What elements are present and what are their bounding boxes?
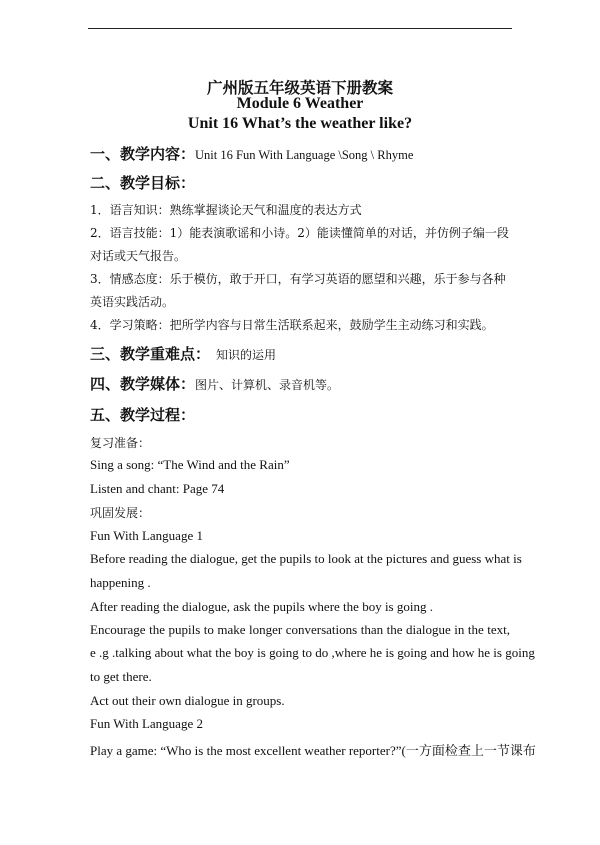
- process-line: Play a game: “Who is the most excellent weather reporter?”(一方面检查上一节课布: [90, 743, 536, 758]
- process-line: Encourage the pupils to make longer conversations than the dialogue in the text,: [90, 622, 510, 637]
- process-line: Fun With Language 1: [90, 528, 203, 543]
- section-process-heading: 五、教学过程：: [90, 406, 196, 424]
- goal-1: 1．语言知识：熟练掌握谈论天气和温度的表达方式: [90, 203, 362, 217]
- document-title: 广州版五年级英语下册教案: [206, 78, 393, 97]
- section-key-heading: 三、教学重难点：: [90, 345, 211, 363]
- process-consolidate-label: 巩固发展：: [90, 506, 151, 520]
- process-review-label: 复习准备：: [90, 436, 151, 450]
- process-line: Listen and chant: Page 74: [90, 481, 225, 496]
- section-goals-heading: 二、教学目标：: [90, 174, 196, 192]
- process-line: Before reading the dialogue, get the pupils to look at the pictures and guess what is: [90, 551, 522, 566]
- section-content-heading: 一、教学内容：: [90, 145, 196, 163]
- section-key-points: [90, 343, 276, 364]
- section-media: [90, 373, 339, 394]
- section-media-text: 图片、计算机、录音机等。: [195, 378, 340, 392]
- process-line: Fun With Language 2: [90, 716, 203, 731]
- process-line: Sing a song: “The Wind and the Rain”: [90, 457, 290, 472]
- process-line: to get there.: [90, 669, 152, 684]
- header-rule: [88, 28, 512, 29]
- goal-3-line-2: 英语实践活动。: [90, 295, 175, 309]
- goal-2-line-2: 对话或天气报告。: [90, 249, 187, 263]
- goal-2-line-1: 2．语言技能：1）能表演歌谣和小诗。2）能读懂简单的对话，并仿例子编一段: [90, 226, 509, 240]
- unit-title: Unit 16 What’s the weather like?: [187, 115, 413, 132]
- process-line: After reading the dialogue, ask the pupils where the boy is going .: [90, 599, 433, 614]
- section-content-text: Unit 16 Fun With Language \Song \ Rhyme: [195, 148, 414, 162]
- goal-3-line-1: 3．情感态度：乐于模仿，敢于开口，有学习英语的愿望和兴趣，乐于参与各种: [90, 272, 506, 286]
- section-content: [90, 143, 413, 164]
- module-title: Module 6 Weather: [236, 95, 364, 112]
- section-key-text: 知识的运用: [216, 348, 277, 362]
- process-line: e .g .talking about what the boy is going to do ,where he is going and how he is going: [90, 645, 535, 660]
- process-line: happening .: [90, 575, 151, 590]
- section-media-heading: 四、教学媒体：: [90, 375, 196, 393]
- goal-4: 4．学习策略：把所学内容与日常生活联系起来，鼓励学生主动练习和实践。: [90, 318, 494, 332]
- process-line: Act out their own dialogue in groups.: [90, 693, 285, 708]
